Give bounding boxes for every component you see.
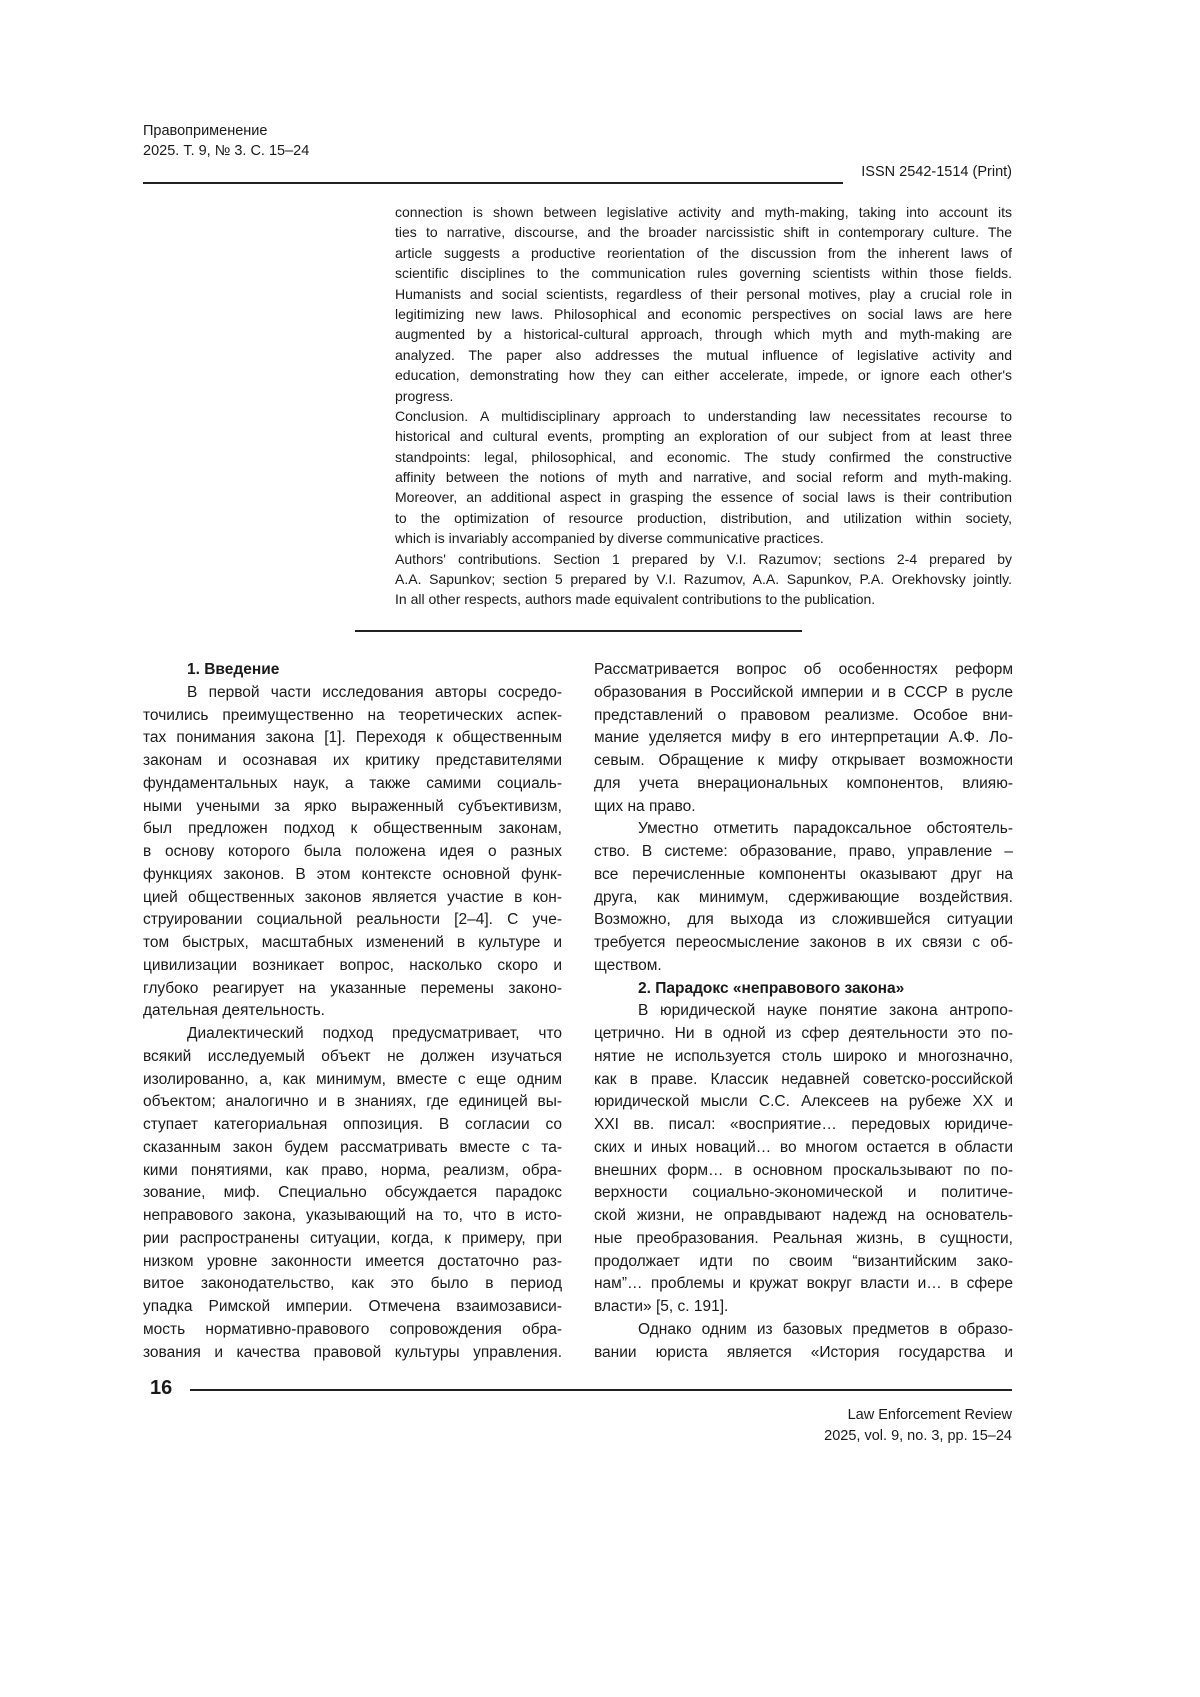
abstract-line: scientific disciplines to the communication rules governing scientists within those fields. [395,263,1012,283]
section-heading: 1. Введение [143,659,562,682]
citation-en: 2025, vol. 9, no. 3, pp. 15–24 [824,1428,1012,1444]
body-line: ные преобразования. Реальная жизнь, в сущности, [594,1228,1013,1251]
body-line: образования в Российской империи и в СССР в русле [594,682,1013,705]
body-line: ской жизни, не оправдывают надежд на основатель- [594,1205,1013,1228]
body-line: в основу которого была положена идея о разных [143,841,562,864]
body-line: Уместно отметить парадоксальное обстоятель- [594,818,1013,841]
body-line: изолированно, а, как минимум, вместе с еще одним [143,1069,562,1092]
journal-title-ru: Правоприменение [143,123,267,139]
body-line: низком уровне законности имеется достаточно раз- [143,1251,562,1274]
body-line: тах понимания закона [1]. Переходя к общественным [143,727,562,750]
body-line: сказанным закон будем рассматривать вместе с та- [143,1137,562,1160]
body-line: верхности социально-экономической и политиче- [594,1182,1013,1205]
body-line: Однако одним из базовых предметов в образо- [594,1319,1013,1342]
body-line: власти» [5, с. 191]. [594,1296,1013,1319]
body-line: был предложен подход к общественным законам, [143,818,562,841]
body-line: ными учеными за ярко выраженный субъективизм, [143,796,562,819]
body-line: друга, как минимум, сдерживающие воздействия. [594,887,1013,910]
body-line: XXI вв. писал: «восприятие… передовых юридиче- [594,1114,1013,1137]
body-line: цией общественных законов является участие в кон- [143,887,562,910]
body-line: зование, миф. Специально обсуждается парадокс [143,1182,562,1205]
body-line: вании юриста является «История государства и [594,1342,1013,1365]
abstract-line: Authors' contributions. Section 1 prepared by V.I. Razumov; sections 2-4 prepared by [395,549,1012,569]
body-line: рии распространены ситуации, когда, к примеру, при [143,1228,562,1251]
footer-rule [190,1389,1012,1391]
abstract-line: to the optimization of resource production, distribution, and utilization within society, [395,508,1012,528]
section-separator [355,630,802,632]
abstract-continuation [395,202,1012,610]
abstract-line: education, demonstrating how they can either accelerate, impede, or ignore each other's [395,365,1012,385]
body-column-left [143,659,562,1364]
body-line: для учета внерациональных компонентов, влияю- [594,773,1013,796]
body-line: В первой части исследования авторы сосредо- [143,682,562,705]
body-line: как в праве. Классик недавней советско-российской [594,1069,1013,1092]
body-line: упадка Римской империи. Отмечена взаимозависи- [143,1296,562,1319]
page-number: 16 [150,1377,172,1400]
abstract-line: A.A. Sapunkov; section 5 prepared by V.I. Razumov, A.A. Sapunkov, P.A. Orekhovsky jointly. [395,569,1012,589]
abstract-line: ties to narrative, discourse, and the broader narcissistic shift in contemporary culture. The [395,222,1012,242]
body-line: функциях законов. В этом контексте основной функ- [143,864,562,887]
body-line: кими понятиями, как право, норма, реализм, обра- [143,1160,562,1183]
body-line: мость нормативно-правового сопровождения обра- [143,1319,562,1342]
abstract-line: standpoints: legal, philosophical, and economic. The study confirmed the constructive [395,447,1012,467]
citation-ru: 2025. Т. 9, № 3. С. 15–24 [143,143,309,159]
body-column-right [594,659,1013,1364]
abstract-line: which is invariably accompanied by diverse communicative practices. [395,528,1012,548]
body-line: нам”… проблемы и кружат вокруг власти и… в сфере [594,1273,1013,1296]
abstract-line: affinity between the notions of myth and narrative, and social reform and myth-making. [395,467,1012,487]
body-line: зования и качества правовой культуры управления. [143,1342,562,1365]
body-line: щих на право. [594,796,1013,819]
body-line: витое законодательство, как это было в период [143,1273,562,1296]
body-line: том быстрых, масштабных изменений в культуре и [143,932,562,955]
body-line: представлений о правовом реализме. Особое вни- [594,705,1013,728]
body-line: глубоко реагирует на указанные перемены законо- [143,978,562,1001]
abstract-line: historical and cultural events, prompting an exploration of our subject from at least three [395,426,1012,446]
body-line: Диалектический подход предусматривает, что [143,1023,562,1046]
body-line: законам и осознавая их критику представителями [143,750,562,773]
header-rule [143,182,843,184]
body-line: ство. В системе: образование, право, управление – [594,841,1013,864]
body-line: Рассматривается вопрос об особенностях реформ [594,659,1013,682]
abstract-line: article suggests a productive reorientation of the discussion from the inherent laws of [395,243,1012,263]
issn: ISSN 2542-1514 (Print) [861,164,1012,180]
body-line: дательная деятельность. [143,1000,562,1023]
body-line: севым. Обращение к мифу открывает возможности [594,750,1013,773]
body-line: внешних форм… в основном проскальзывают по по- [594,1160,1013,1183]
body-line: В юридической науке понятие закона антропо- [594,1000,1013,1023]
body-line: нятие не используется столь широко и многозначно, [594,1046,1013,1069]
body-line: мание уделяется мифу в его интерпретации А.Ф. Ло- [594,727,1013,750]
abstract-line: Humanists and social scientists, regardless of their personal motives, play a crucial role in [395,284,1012,304]
abstract-line: In all other respects, authors made equivalent contributions to the publication. [395,589,1012,609]
body-line: Возможно, для выхода из сложившейся ситуации [594,909,1013,932]
abstract-line: progress. [395,386,1012,406]
body-line: точились преимущественно на теоретических аспек- [143,705,562,728]
abstract-line: Moreover, an additional aspect in grasping the essence of social laws is their contribution [395,487,1012,507]
body-line: всякий исследуемый объект не должен изучаться [143,1046,562,1069]
body-line: струировании социальной реальности [2–4]. С уче- [143,909,562,932]
abstract-line: Conclusion. A multidisciplinary approach to understanding law necessitates recourse to [395,406,1012,426]
body-line: все перечисленные компоненты оказывают друг на [594,864,1013,887]
body-line: юридической мысли С.С. Алексеев на рубеже XX и [594,1091,1013,1114]
body-line: объектом; аналогично и в знаниях, где единицей вы- [143,1091,562,1114]
body-line: ступает категориальная оппозиция. В согласии со [143,1114,562,1137]
body-line: цивилизации возникает вопрос, насколько скоро и [143,955,562,978]
abstract-line: connection is shown between legislative activity and myth-making, taking into account its [395,202,1012,222]
abstract-line: augmented by a historical-cultural approach, through which myth and myth-making are [395,324,1012,344]
journal-title-en: Law Enforcement Review [848,1407,1012,1423]
body-line: неправового закона, указывающий на то, что в исто- [143,1205,562,1228]
body-line: продолжает идти по своим “византийским зако- [594,1251,1013,1274]
body-line: цетрично. Ни в одной из сфер деятельности это по- [594,1023,1013,1046]
body-line: требуется переосмысление законов в их связи с об- [594,932,1013,955]
abstract-line: analyzed. The paper also addresses the mutual influence of legislative activity and [395,345,1012,365]
body-line: ских и иных новаций… во многом остается в области [594,1137,1013,1160]
body-line: ществом. [594,955,1013,978]
section-heading: 2. Парадокс «неправового закона» [594,978,1013,1001]
abstract-line: legitimizing new laws. Philosophical and economic perspectives on social laws are here [395,304,1012,324]
body-line: фундаментальных наук, а также самими социаль- [143,773,562,796]
